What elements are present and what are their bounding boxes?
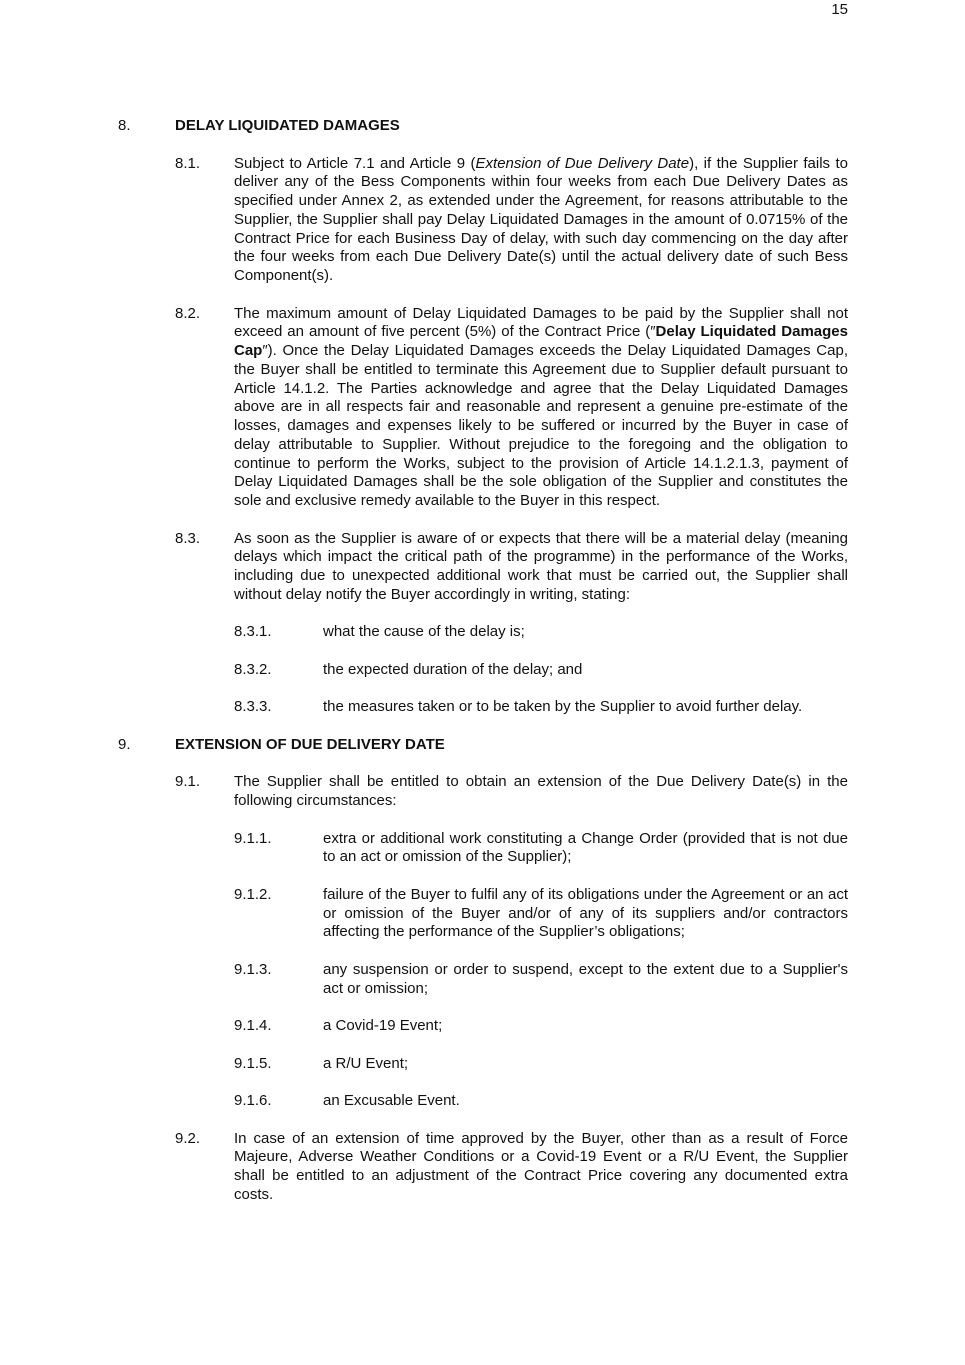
- clause-8-3-2: [118, 661, 848, 680]
- clause-text: [234, 155, 848, 286]
- page-number: 15: [831, 1, 848, 18]
- clause-text: what the cause of the delay is;: [323, 623, 525, 641]
- clause-text: a Covid-19 Event;: [323, 1017, 443, 1034]
- document-body: [118, 117, 848, 1223]
- section-8-heading: [118, 117, 848, 136]
- section-title: EXTENSION OF DUE DELIVERY DATE: [175, 735, 445, 753]
- clause-text: any suspension or order to suspend, except to the extent due to a Supplier's act or omission;: [323, 960, 848, 997]
- clause-text: a R/U Event;: [323, 1054, 409, 1072]
- clause-number: 9.2.: [175, 1129, 201, 1147]
- clause-8-3-3: [118, 698, 848, 717]
- clause-text: failure of the Buyer to fulfil any of its obligations under the Agreement or an act or omission of the Buyer and/or of any of its suppliers and/or contractors affecting the performance of the Supplier’s obligations;: [323, 885, 848, 941]
- clause-number: 8.3.2.: [234, 660, 272, 678]
- clause-9-1: [118, 773, 848, 811]
- text-run: Subject to Article 7.1 and Article 9 (: [234, 154, 476, 172]
- clause-number: 8.3.3.: [234, 698, 272, 716]
- section-number: 9.: [118, 735, 131, 753]
- clause-text: an Excusable Event.: [323, 1092, 460, 1109]
- clause-text: extra or additional work constituting a Change Order (provided that is not due to an act or omission of the Supplier);: [323, 829, 848, 866]
- clause-number: 8.1.: [175, 154, 201, 172]
- clause-number: 9.1.: [175, 773, 201, 791]
- clause-8-1: [118, 155, 848, 286]
- clause-9-1-4: [118, 1017, 848, 1036]
- clause-number: 8.2.: [175, 304, 201, 322]
- clause-number: 9.1.5.: [234, 1054, 272, 1072]
- section-title: DELAY LIQUIDATED DAMAGES: [175, 117, 400, 134]
- clause-number: 8.3.: [175, 529, 201, 547]
- clause-text: The Supplier shall be entitled to obtain an extension of the Due Delivery Date(s) in the following circumstances:: [234, 773, 848, 809]
- clause-9-1-6: [118, 1092, 848, 1111]
- clause-number: 9.1.6.: [234, 1092, 272, 1109]
- clause-number: 9.1.4.: [234, 1017, 272, 1034]
- clause-number: 8.3.1.: [234, 623, 272, 641]
- cross-reference-title: Extension of Due Delivery Date: [475, 154, 690, 172]
- clause-text: As soon as the Supplier is aware of or expects that there will be a material delay (meaning delays which impact the critical path of the programme) in the performance of the Works, including due to unexpected additional work that must be carried out, the Supplier shall without delay notify the Buyer accordingly in writing, stating:: [234, 529, 848, 603]
- clause-text: [234, 305, 848, 511]
- clause-text: the measures taken or to be taken by the Supplier to avoid further delay.: [323, 698, 803, 716]
- text-run: The maximum amount of Delay Liquidated Damages to be paid by the Supplier shall not exceed an amount of five percent (5%) of the Contract Price (″: [234, 304, 848, 341]
- defined-term: Delay Liquidated Damages Cap: [234, 323, 848, 359]
- clause-text: the expected duration of the delay; and: [323, 660, 583, 678]
- clause-9-2: [118, 1130, 848, 1205]
- section-9-heading: [118, 736, 848, 755]
- clause-9-1-5: [118, 1055, 848, 1074]
- clause-9-1-2: [118, 886, 848, 942]
- clause-8-2: [118, 305, 848, 511]
- section-number: 8.: [118, 117, 131, 134]
- text-run: ″). Once the Delay Liquidated Damages exceeds the Delay Liquidated Damages Cap, the Buyer shall be entitled to terminate this Agreement due to Supplier default pursuant to Article 14.1.2. The Parties acknowledge and agree that the Delay Liquidated Damages above are in all respects fair and reasonable and represent a genuine pre-estimate of the losses, damages and expenses likely to be suffered or incurred by the Buyer in case of delay attributable to Supplier. Without prejudice to the foregoing and the obligation to continue to perform the Works, subject to the provision of Article 14.1.2.1.3, payment of Delay Liquidated Damages shall be the sole obligation of the Supplier and constitutes the sole and exclusive remedy available to the Buyer in this respect.: [234, 342, 848, 509]
- clause-number: 9.1.2.: [234, 885, 272, 903]
- clause-number: 9.1.3.: [234, 960, 272, 978]
- clause-9-1-3: [118, 961, 848, 999]
- clause-9-1-1: [118, 830, 848, 868]
- clause-8-3-1: [118, 623, 848, 642]
- clause-8-3: [118, 530, 848, 605]
- clause-text: In case of an extension of time approved by the Buyer, other than as a result of Force Majeure, Adverse Weather Conditions or a Covid-19 Event or a R/U Event, the Supplier shall be entitled to an adjustment of the Contract Price covering any documented extra costs.: [234, 1129, 848, 1203]
- text-run: ), if the Supplier fails to deliver any of the Bess Components within four weeks from each Due Delivery Dates as specified under Annex 2, as extended under the Agreement, for reasons attributable to the Supplier, the Supplier shall pay Delay Liquidated Damages in the amount of 0.0715% of the Contract Price for each Business Day of delay, with such day commencing on the day after the four weeks from each Due Delivery Date(s) until the actual delivery date of such Bess Component(s).: [234, 154, 849, 284]
- clause-number: 9.1.1.: [234, 829, 272, 847]
